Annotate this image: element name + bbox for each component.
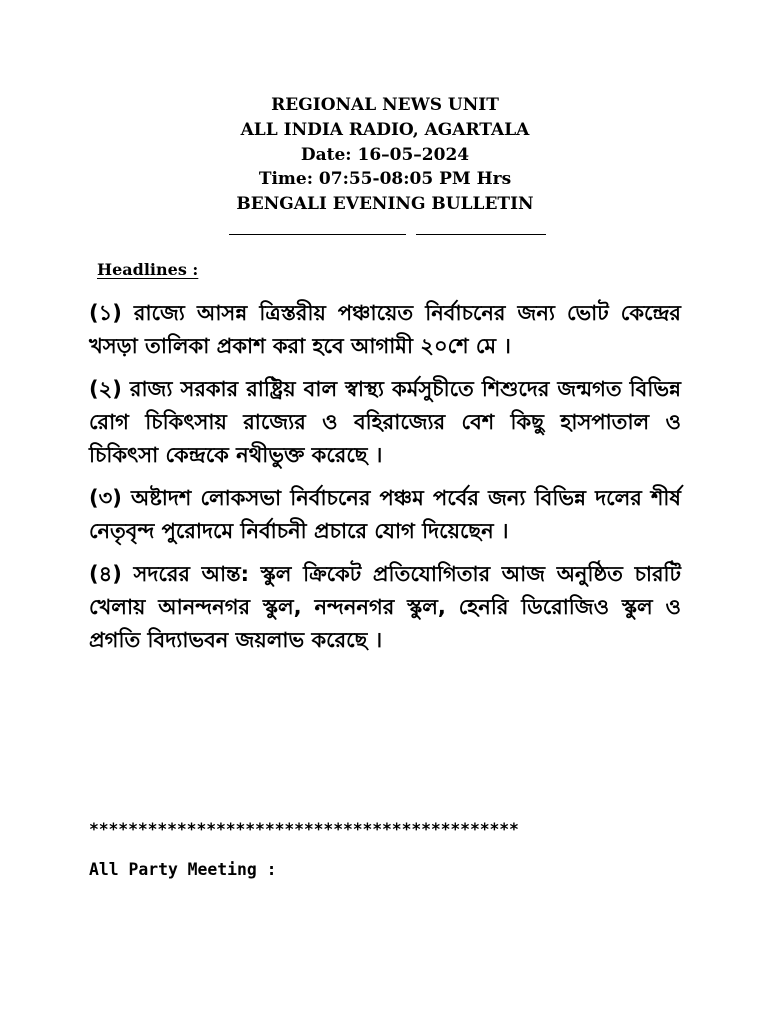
asterisk-separator: ******************************************** xyxy=(89,820,519,839)
news-unit-title: REGIONAL NEWS UNIT xyxy=(271,95,499,115)
bulletin-date: Date: 16–05–2024 xyxy=(300,144,470,165)
headline-item: (৪) সদরের আন্ত: স্কুল ক্রিকেট প্রতিযোগিতার আজ অনুষ্ঠিত চারটি খেলায় আনন্দনগর স্কুল, নন্দননগর স্কুল, হেনরি ডিরোজিও স্কুল ও প্রগতি বিদ্যাভবন জয়লাভ করেছে । xyxy=(89,562,681,652)
header-divider-left xyxy=(229,234,406,235)
bulletin-header xyxy=(0,93,770,217)
headline-item: (৩) অষ্টাদশ লোকসভা নির্বাচনের পঞ্চম পর্বের জন্য বিভিন্ন দলের শীর্ষ নেতৃবৃন্দ পুরোদমে নির্বাচনী প্রচারে যোগ দিয়েছেন । xyxy=(89,486,681,543)
headline-item: (২) রাজ্য সরকার রাষ্ট্রিয় বাল স্বাস্থ্য কর্মসুচীতে শিশুদের জন্মগত বিভিন্ন রোগ চিকিৎসায় রাজ্যের ও বহিরাজ্যের বেশ কিছু হাসপাতাল ও চিকিৎসা কেন্দ্রকে নথীভুক্ত করেছে । xyxy=(89,377,681,467)
headlines-list xyxy=(89,297,681,667)
headline-item: (১) রাজ্যে আসন্ন ত্রিস্তরীয় পঞ্চায়েত নির্বাচনের জন্য ভোট কেন্দ্রের খসড়া তালিকা প্রকাশ করা হবে আগামী ২০শে মে । xyxy=(89,301,681,358)
bulletin-time: Time: 07:55-08:05 PM Hrs xyxy=(258,169,512,190)
all-party-meeting-heading: All Party Meeting : xyxy=(89,860,277,879)
header-divider xyxy=(0,234,770,236)
bulletin-type: BENGALI EVENING BULLETIN xyxy=(236,194,534,215)
header-divider-right xyxy=(416,234,546,235)
station-name: ALL INDIA RADIO, AGARTALA xyxy=(240,119,530,140)
headlines-heading: Headlines : xyxy=(97,260,199,279)
